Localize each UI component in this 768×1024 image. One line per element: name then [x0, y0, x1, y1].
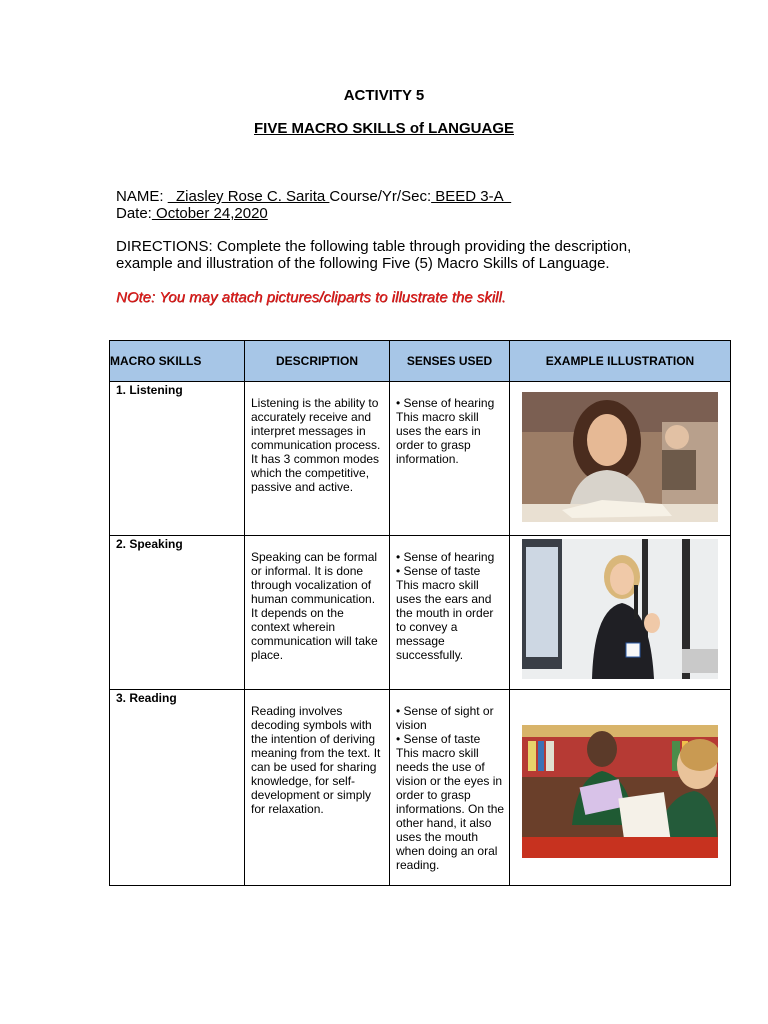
note-text: NOte: You may attach pictures/cliparts to illustrate the skill. [116, 289, 506, 306]
directions-text: DIRECTIONS: Complete the following table through providing the description, example and illustration of the following Five (5) Macro Skills of Language. [116, 238, 632, 272]
macro-skills-table [109, 340, 731, 886]
table-row [110, 536, 731, 690]
table-row [110, 382, 731, 536]
skill-description: Speaking can be formal or informal. It is done through vocalization of human communication. It depends on the context wherein communication will take place. [251, 550, 378, 662]
table-header-row [110, 341, 731, 382]
skill-senses: • Sense of hearing This macro skill uses the ears in order to grasp information. [396, 396, 495, 466]
name-label: NAME: [116, 188, 164, 205]
activity-heading: ACTIVITY 5 [343, 87, 425, 104]
children-reading-image [522, 725, 718, 858]
course-label: Course/Yr/Sec: [329, 188, 432, 205]
document-title: FIVE MACRO SKILLS of LANGUAGE [254, 120, 514, 137]
skill-description: Reading involves decoding symbols with the intention of deriving meaning from the text. It can be used for sharing knowledge, for self-development or simply for relaxation. [251, 704, 381, 816]
header-example-illustration: EXAMPLE ILLUSTRATION [510, 341, 731, 382]
table-row [110, 690, 731, 886]
skill-name: 1. Listening [116, 383, 183, 397]
skill-name: 2. Speaking [116, 537, 183, 551]
skill-name: 3. Reading [116, 691, 177, 705]
girl-listening-image [522, 392, 718, 522]
header-description: DESCRIPTION [245, 341, 390, 382]
course-value: BEED 3-A [431, 188, 512, 205]
header-senses-used: SENSES USED [390, 341, 510, 382]
skill-senses: • Sense of sight or vision • Sense of taste This macro skill needs the use of vision or the eyes in order to grasp informations. On the other hand, it also uses the mouth when doing an oral reading. [396, 704, 505, 872]
skill-senses: • Sense of hearing • Sense of taste This macro skill uses the ears and the mouth in order to convey a message successfully. [396, 550, 495, 662]
date-value: October 24,2020 [151, 205, 268, 222]
skill-description: Listening is the ability to accurately receive and interpret messages in communication process. It has 3 common modes which the competitive, passive and active. [251, 396, 381, 494]
header-macro-skills: MACRO SKILLS [110, 341, 245, 382]
name-line [116, 188, 511, 205]
date-label: Date: [116, 205, 152, 222]
woman-speaking-image [522, 539, 718, 679]
date-line [116, 205, 268, 222]
name-value: Ziasley Rose C. Sarita [167, 188, 330, 205]
